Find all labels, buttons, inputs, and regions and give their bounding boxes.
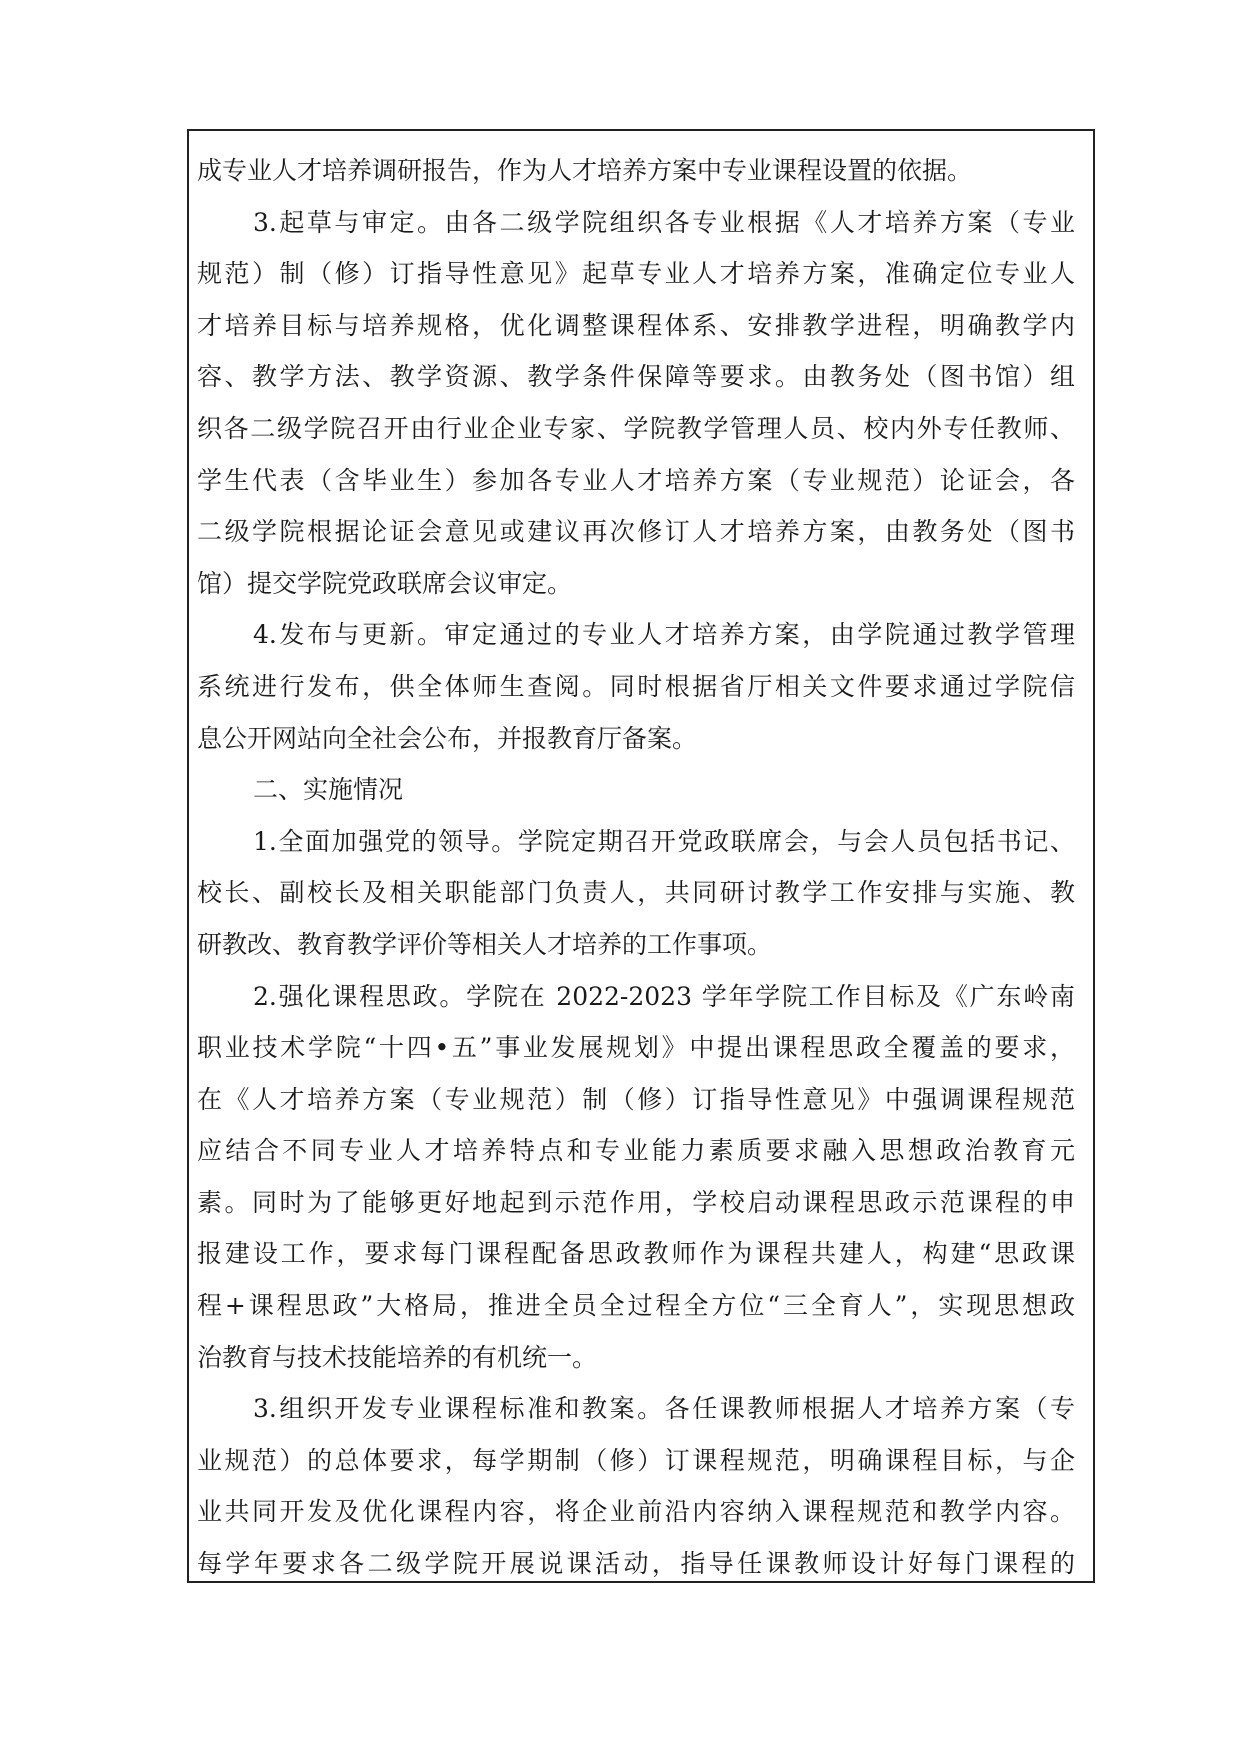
text-line: 研教改、教育教学评价等相关人才培养的工作事项。 [197,929,773,959]
document-body [189,145,1093,1583]
text-line: 织各二级学院召开由行业企业专家、学院教学管理人员、校内外专任教师、 [197,413,1075,443]
text-line: 校长、副校长及相关职能部门负责人，共同研讨教学工作安排与实施、教 [197,878,1075,908]
text-line: 3.起草与审定。由各二级学院组织各专业根据《人才培养方案（专业 [253,207,1075,237]
text-line: 才培养目标与培养规格，优化调整课程体系、安排教学进程，明确教学内 [197,310,1075,340]
text-line: 每学年要求各二级学院开展说课活动，指导任课教师设计好每门课程的 [197,1549,1075,1579]
text-line: 系统进行发布，供全体师生查阅。同时根据省厅相关文件要求通过学院信 [197,671,1075,701]
text-line: 治教育与技术技能培养的有机统一。 [197,1342,598,1372]
text-line: 容、教学方法、教学资源、教学条件保障等要求。由教务处（图书馆）组 [197,362,1075,392]
text-line: 规范）制（修）订指导性意见》起草专业人才培养方案，准确定位专业人 [197,259,1075,289]
text-line: 程+课程思政”大格局，推进全员全过程全方位“三全育人”，实现思想政 [197,1291,1075,1321]
text-line: 业共同开发及优化课程内容，将企业前沿内容纳入课程规范和教学内容。 [197,1497,1075,1527]
text-line: 职业技术学院“十四•五”事业发展规划》中提出课程思政全覆盖的要求， [197,1033,1075,1063]
text-line: 4.发布与更新。审定通过的专业人才培养方案，由学院通过教学管理 [253,620,1075,650]
text-line: 二、实施情况 [253,775,404,805]
text-line: 业规范）的总体要求，每学期制（修）订课程规范，明确课程目标，与企 [197,1445,1075,1475]
text-line: 在《人才培养方案（专业规范）制（修）订指导性意见》中强调课程规范 [197,1084,1075,1114]
text-line: 报建设工作，要求每门课程配备思政教师作为课程共建人，构建“思政课 [197,1239,1075,1269]
document-frame [187,129,1095,1583]
text-line: 成专业人才培养调研报告，作为人才培养方案中专业课程设置的依据。 [197,156,973,185]
text-line: 素。同时为了能够更好地起到示范作用，学校启动课程思政示范课程的申 [197,1187,1075,1217]
text-line: 馆）提交学院党政联席会议审定。 [197,568,573,598]
text-line: 1.全面加强党的领导。学院定期召开党政联席会，与会人员包括书记、 [253,826,1075,856]
text-line: 息公开网站向全社会公布，并报教育厅备案。 [197,723,698,753]
text-line: 3.组织开发专业课程标准和教案。各任课教师根据人才培养方案（专 [253,1394,1075,1424]
text-line: 学生代表（含毕业生）参加各专业人才培养方案（专业规范）论证会，各 [197,465,1075,495]
text-line: 2.强化课程思政。学院在 2022-2023 学年学院工作目标及《广东岭南 [253,981,1075,1011]
text-line: 应结合不同专业人才培养特点和专业能力素质要求融入思想政治教育元 [197,1136,1075,1166]
text-line: 二级学院根据论证会意见或建议再次修订人才培养方案，由教务处（图书 [197,517,1075,547]
